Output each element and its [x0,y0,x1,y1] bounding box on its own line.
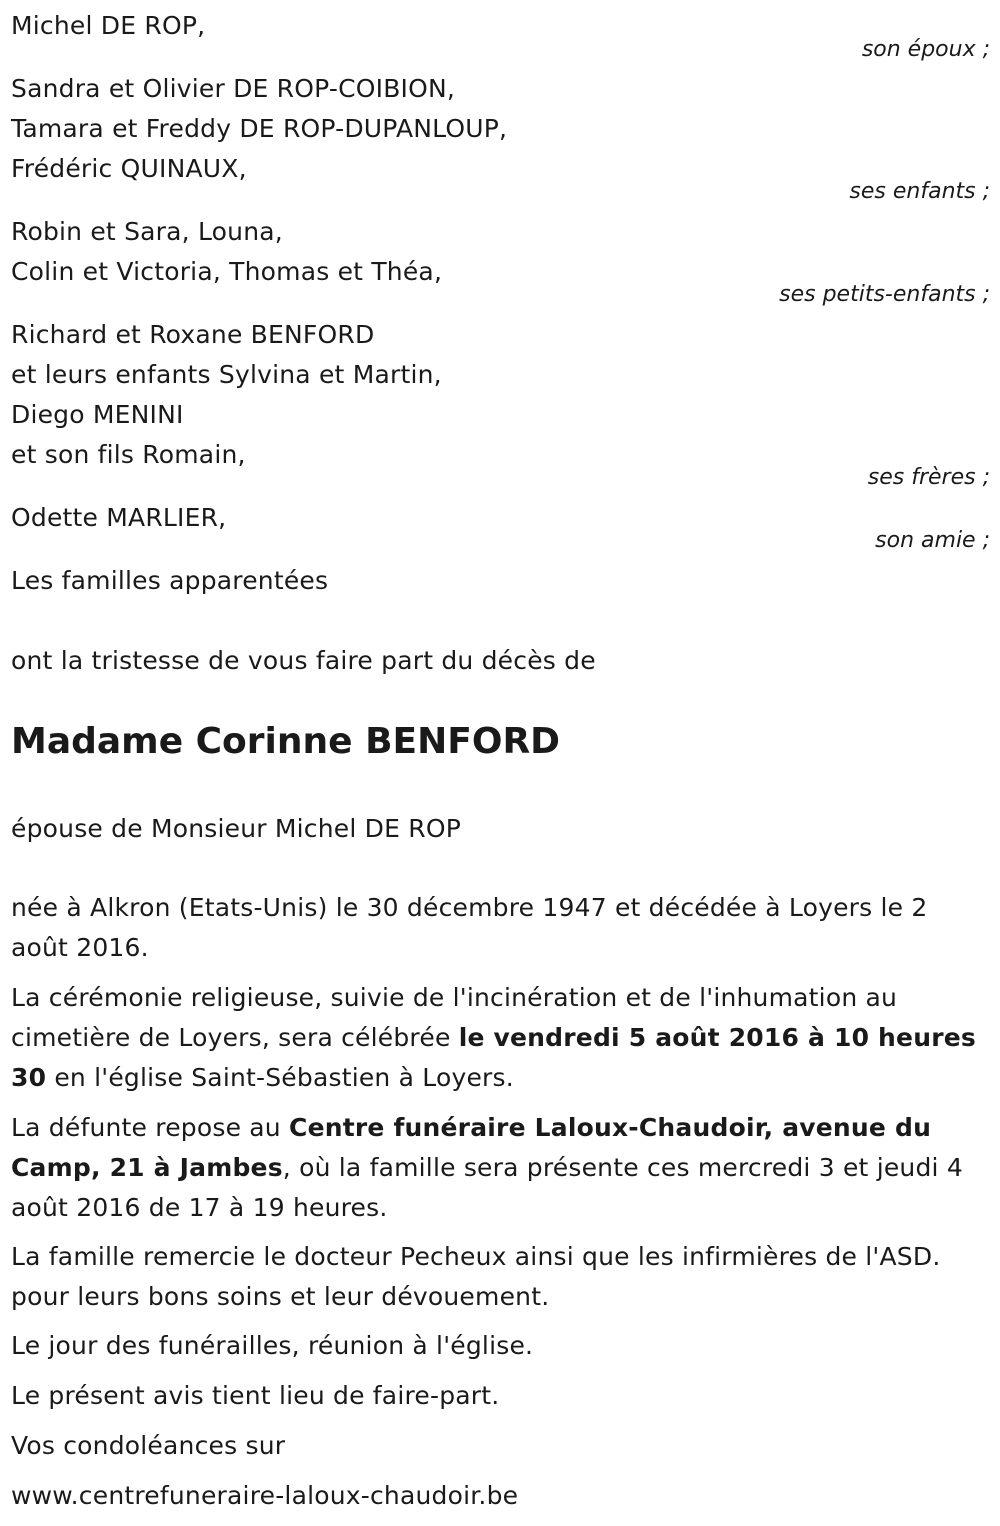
notice-text: Le présent avis tient lieu de faire-part. [11,1381,500,1410]
friend-role: son amie ; [875,528,990,553]
ceremony-paragraph [11,978,986,1098]
condolences-link[interactable]: www.centrefuneraire-laloux-chaudoir.be [11,1481,519,1510]
spouse-line: épouse de Monsieur Michel DE ROP [11,814,461,843]
announcement-text: ont la tristesse de vous faire part du décès de [11,646,596,675]
spouse-name: Michel DE ROP, [11,11,206,40]
visitation-text-before: La défunte repose au [11,1113,290,1142]
sibling-name: Richard et Roxane BENFORD [11,320,375,349]
sibling-name: et son fils Romain, [11,440,246,469]
spouse-role: son époux ; [861,37,990,62]
condolences-label: Vos condoléances sur [11,1431,286,1460]
birth-death-text: née à Alkron (Etats-Unis) le 30 décembre 1947 et décédée à Loyers le 2 août 2016. [11,893,928,962]
grandchild-name: Robin et Sara, Louna, [11,217,283,246]
siblings-role: ses frères ; [867,465,990,490]
ceremony-datetime: le vendredi 5 août 2016 à 10 heures 30 [11,1023,976,1092]
deceased-name: Madame Corinne BENFORD [11,721,561,762]
child-name: Tamara et Freddy DE ROP-DUPANLOUP, [11,114,508,143]
ceremony-text-after: en l'église Saint-Sébastien à Loyers. [46,1063,514,1092]
condolences-url-container [11,1476,518,1516]
ceremony-text-before: La cérémonie religieuse, suivie de l'incinération et de l'inhumation au cimetière de Loyers, sera célébrée [11,983,898,1052]
visitation-text-after: , où la famille sera présente ces mercredi 3 et jeudi 4 août 2016 de 17 à 19 heures. [11,1153,963,1222]
grandchild-name: Colin et Victoria, Thomas et Théa, [11,257,443,286]
related-families: Les familles apparentées [11,566,329,595]
visitation-paragraph [11,1108,986,1228]
visitation-place: Centre funéraire Laloux-Chaudoir, avenue du Camp, 21 à Jambes [11,1113,932,1182]
thanks-text: La famille remercie le docteur Pecheux ainsi que les infirmières de l'ASD. pour leurs bons soins et leur dévouement. [11,1242,941,1311]
children-role: ses enfants ; [849,179,990,204]
sibling-name: et leurs enfants Sylvina et Martin, [11,360,442,389]
grandchildren-role: ses petits-enfants ; [779,282,990,307]
child-name: Frédéric QUINAUX, [11,154,247,183]
child-name: Sandra et Olivier DE ROP-COIBION, [11,74,456,103]
sibling-name: Diego MENINI [11,400,184,429]
funeral-day-text: Le jour des funérailles, réunion à l'église. [11,1331,534,1360]
friend-name: Odette MARLIER, [11,503,227,532]
